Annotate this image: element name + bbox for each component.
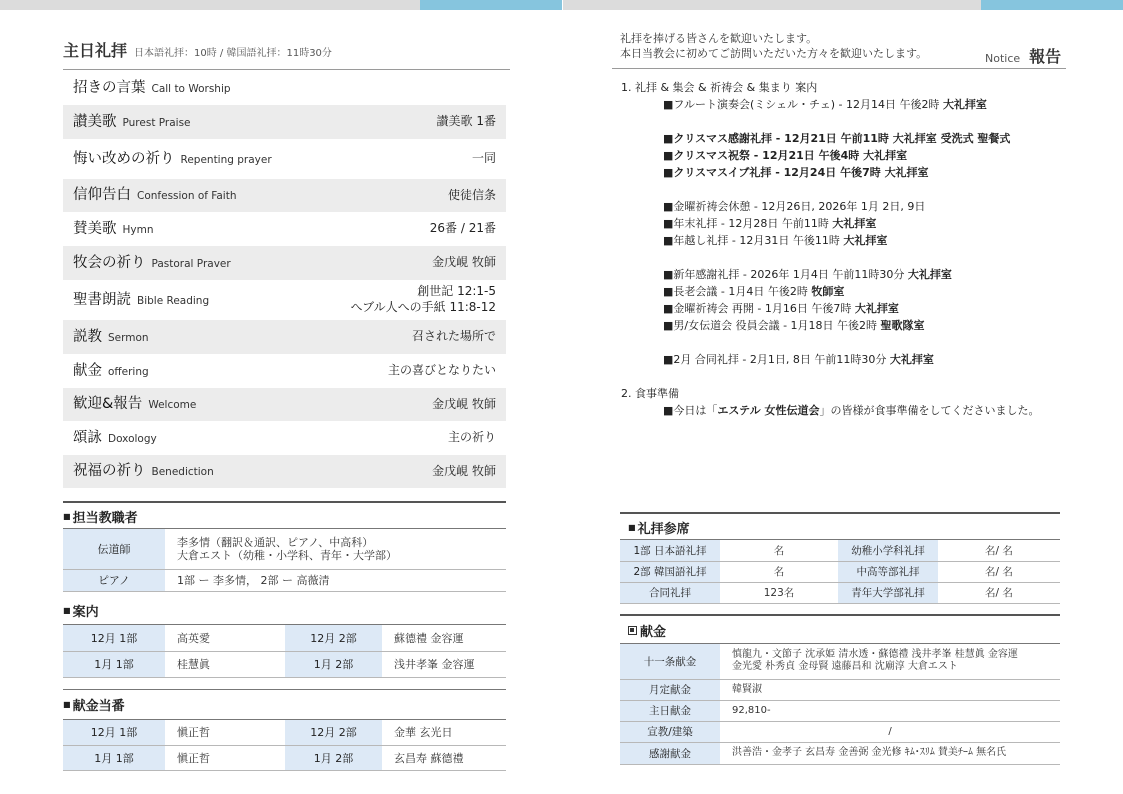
order-item-value: 主の祈り — [447, 430, 496, 445]
guide-title: ■ 案内 — [63, 605, 99, 620]
order-item-value: 召された場所で — [411, 329, 496, 344]
worship-header — [63, 38, 510, 70]
order-item-jp: 献金 — [73, 362, 102, 379]
order-item-jp: 歓迎&報告 — [73, 396, 143, 413]
order-row — [63, 388, 506, 421]
order-item-jp: 説教 — [73, 328, 102, 345]
divider — [63, 689, 506, 690]
cell: 玄昌寿 蘇德禮 — [382, 745, 506, 770]
welcome-line: 礼拝を捧げる皆さんを歓迎いたします。 — [620, 32, 818, 45]
divider — [612, 68, 1066, 69]
cell: 1月 1部 — [63, 745, 165, 770]
cell: 中高等部礼拝 — [838, 561, 938, 582]
announcement-item: ■クリスマス感謝礼拝 - 12月21日 午前11時 大礼拝室 受洗式 聖餐式 — [663, 132, 1011, 145]
order-row — [63, 455, 506, 488]
order-item-jp: 信仰告白 — [73, 187, 131, 204]
offering-label: 感謝献金 — [620, 742, 720, 764]
divider — [63, 501, 506, 503]
offering-value: 92,810- — [720, 700, 1060, 721]
order-row — [63, 320, 506, 354]
announcement-item: ■クリスマス祝祭 - 12月21日 午後4時 大礼拝室 — [663, 149, 908, 162]
order-item-en: Hymn — [122, 223, 154, 236]
section-heading: 1. 礼拝 & 集会 & 祈祷会 & 集まり 案内 — [621, 81, 818, 94]
order-item-value: 讃美歌 1番 — [436, 114, 496, 129]
cell: 12月 2部 — [285, 720, 382, 745]
staff-title: ■ 担当教職者 — [63, 511, 138, 526]
divider — [620, 614, 1060, 616]
table-row — [620, 540, 1060, 561]
top-bar-right — [563, 0, 981, 10]
offering-label: 月定献金 — [620, 679, 720, 700]
cell: 名/ 名 — [938, 561, 1060, 582]
offering-duty-table — [63, 720, 506, 771]
order-row — [63, 246, 506, 280]
cell: 1月 1部 — [63, 651, 165, 677]
order-item-en: offering — [108, 365, 149, 378]
offering-table — [620, 644, 1060, 765]
square-bullet-icon: ■ — [63, 512, 71, 521]
order-item-jp: 賛美歌 — [73, 220, 117, 237]
table-row — [63, 745, 506, 770]
worship-title: 主日礼拝 — [63, 41, 128, 60]
cell: 1月 2部 — [285, 651, 382, 677]
worship-times: 日本語礼拝：10時 / 韓国語礼拝：11時30分 — [134, 48, 332, 59]
notice-heading — [985, 44, 1061, 67]
order-item-value: 金戊峴 牧師 — [432, 463, 496, 478]
order-item-en: Purest Praise — [122, 116, 191, 129]
order-item-en: Welcome — [148, 399, 197, 412]
order-item-value: 使徒信条 — [447, 187, 496, 202]
cell: 名 — [720, 561, 838, 582]
staff-line: 李多情（翻訳＆通訳、ピアノ、中高科） — [177, 535, 374, 549]
announcement-item: ■金曜祈祷会 再開 - 1月16日 午後7時 大礼拝室 — [663, 302, 899, 315]
cell: 12月 1部 — [63, 720, 165, 745]
staff-table — [63, 529, 506, 592]
divider — [620, 512, 1060, 514]
announcement-item: ■2月 合同礼拝 - 2月1日, 8日 午前11時30分 大礼拝室 — [663, 353, 934, 366]
staff-label: ピアノ — [63, 569, 165, 591]
table-row — [63, 625, 506, 651]
announcement-item: ■年越し礼拝 - 12月31日 午後11時 大礼拝室 — [663, 234, 888, 247]
offering-label: 宣教/建築 — [620, 721, 720, 742]
notice-en: Notice — [985, 52, 1021, 65]
order-item-value: 創世記 12:1-5 — [417, 284, 496, 299]
top-bar-left-accent — [420, 0, 562, 10]
staff-value — [165, 529, 506, 569]
square-bullet-icon: ■ — [63, 700, 71, 709]
order-row — [63, 354, 506, 388]
square-bullet-icon: ■ — [628, 523, 636, 532]
table-row — [620, 679, 1060, 700]
order-row — [63, 139, 506, 179]
cell: 12月 1部 — [63, 625, 165, 651]
cell: 青年大学部礼拝 — [838, 582, 938, 603]
order-row — [63, 421, 506, 455]
cell: 桂慧眞 — [165, 651, 285, 677]
order-item-en: Repenting prayer — [180, 153, 272, 166]
table-row — [620, 721, 1060, 742]
offering-value: 韓賢淑 — [720, 679, 1060, 700]
offering-line: 慎龍九・文節子 沈承姫 清水透・蘇德禮 浅井孝峯 桂慧眞 金容運 — [732, 649, 1018, 661]
welcome-line: 本日当教会に初めてご訪問いただいた方々を歓迎いたします。 — [620, 47, 928, 60]
cell: 金華 玄光日 — [382, 720, 506, 745]
table-row — [63, 720, 506, 745]
offering-duty-title: ■ 献金当番 — [63, 699, 125, 714]
order-item-value: 金戊峴 牧師 — [432, 255, 496, 270]
cell: 名/ 名 — [938, 582, 1060, 603]
order-item-jp: 讃美歌 — [73, 113, 117, 130]
cell: 123名 — [720, 582, 838, 603]
cell: 高英愛 — [165, 625, 285, 651]
cell: 名/ 名 — [938, 540, 1060, 561]
order-item-jp: 牧会の祈り — [73, 254, 146, 271]
table-row — [63, 569, 506, 591]
order-item-en: Confession of Faith — [137, 190, 237, 203]
order-item-value: 一同 — [471, 151, 496, 166]
cell: 愼正哲 — [165, 745, 285, 770]
order-item-jp: 悔い改めの祈り — [73, 150, 175, 167]
cell: 合同礼拝 — [620, 582, 720, 603]
table-row — [620, 582, 1060, 603]
cell: 蘇德禮 金容運 — [382, 625, 506, 651]
top-bar-left — [0, 0, 420, 10]
order-row — [63, 179, 506, 212]
offering-line: 金光愛 朴秀貞 金母賢 遠藤昌和 沈廟淳 大倉エスト — [732, 661, 958, 673]
cell: 1月 2部 — [285, 745, 382, 770]
order-item-en: Call to Worship — [151, 83, 231, 96]
order-item-en: Pastoral Praver — [151, 257, 231, 270]
square-bullet-icon: ■ — [63, 606, 71, 615]
staff-value: 1部 ー 李多情， 2部 ー 高薇清 — [165, 569, 506, 591]
cell: 12月 2部 — [285, 625, 382, 651]
order-item-value-2: へブル人への手紙 11:8-12 — [350, 300, 496, 314]
announcement-item: ■長老会議 - 1月4日 午後2時 牧師室 — [663, 285, 845, 298]
cell: 愼正哲 — [165, 720, 285, 745]
order-item-value: 主の喜びとなりたい — [387, 363, 496, 378]
announcement-item: ■男/女伝道会 役員会議 - 1月18日 午後2時 聖歌隊室 — [663, 319, 925, 332]
order-row — [63, 72, 506, 105]
offering-value: / — [720, 721, 1060, 742]
table-row — [63, 529, 506, 569]
section-heading: 2. 食事準備 — [621, 387, 679, 400]
order-item-en: Benediction — [151, 466, 214, 479]
announcement-item: ■クリスマスイブ礼拝 - 12月24日 午後7時 大礼拝室 — [663, 166, 929, 179]
notice-jp: 報告 — [1029, 47, 1062, 66]
offering-value — [720, 644, 1060, 679]
guide-table — [63, 625, 506, 678]
order-item-jp: 頌詠 — [73, 429, 102, 446]
order-row — [63, 280, 506, 320]
top-bar-right-accent — [981, 0, 1123, 10]
announcement-item: ■フルート演奏会(ミシェル・チェ) - 12月14日 午後2時 大礼拝室 — [663, 98, 987, 111]
offering-label: 十一条献金 — [620, 644, 720, 679]
table-row — [63, 651, 506, 677]
order-item-value: 金戊峴 牧師 — [432, 396, 496, 411]
table-row — [620, 644, 1060, 679]
cell: 幼稚小学科礼拝 — [838, 540, 938, 561]
order-item-jp: 招きの言葉 — [73, 80, 146, 97]
square-bullet-icon — [628, 626, 637, 635]
staff-label: 伝道師 — [63, 529, 165, 569]
offering-title: 献金 — [628, 621, 666, 640]
order-row — [63, 212, 506, 246]
order-of-worship — [63, 72, 506, 488]
cell: 2部 韓国語礼拝 — [620, 561, 720, 582]
table-row — [620, 561, 1060, 582]
announcement-item: ■年末礼拝 - 12月28日 午前11時 大礼拝室 — [663, 217, 877, 230]
announcements — [621, 79, 1071, 419]
order-row — [63, 105, 506, 139]
announcement-item: ■金曜祈祷会休憩 - 12月26日, 2026年 1月 2日, 9日 — [663, 200, 926, 213]
offering-label: 主日献金 — [620, 700, 720, 721]
attendance-title: ■ 礼拝参席 — [628, 522, 690, 537]
order-item-en: Bible Reading — [137, 294, 210, 307]
order-item-jp: 聖書朗読 — [73, 291, 131, 308]
attendance-table — [620, 540, 1060, 604]
meal-note: ■今日は「エステル 女性伝道会」の皆様が食事準備をしてくださいました。 — [663, 404, 1040, 417]
order-item-en: Sermon — [108, 331, 149, 344]
order-item-jp: 祝福の祈り — [73, 463, 146, 480]
offering-value: 洪善浩・金孝子 玄昌寿 金善弼 金光修 ｷﾑ･ｽﾘﾑ 賛美ﾁｰﾑ 無名氏 — [720, 742, 1060, 764]
order-item-en: Doxology — [108, 432, 157, 445]
order-item-value: 26番 / 21番 — [429, 221, 496, 236]
table-row — [620, 700, 1060, 721]
welcome-message — [620, 31, 927, 61]
cell: 名 — [720, 540, 838, 561]
announcement-item: ■新年感謝礼拝 - 2026年 1月4日 午前11時30分 大礼拝室 — [663, 268, 952, 281]
cell: 浅井孝峯 金容運 — [382, 651, 506, 677]
table-row — [620, 742, 1060, 764]
staff-line: 大倉エスト（幼稚・小学科、青年・大学部） — [177, 548, 397, 562]
cell: 1部 日本語礼拝 — [620, 540, 720, 561]
